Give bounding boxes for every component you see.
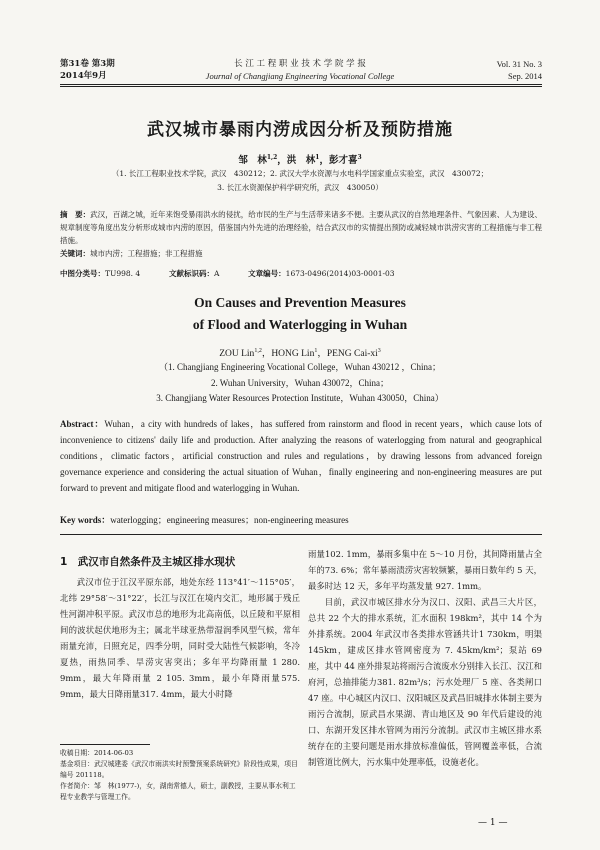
footnote-funding: 基金项目：武汉城建委《武汉市雨洪实时预警预案系统研究》阶段性成果，项目编号 201118。 [60,760,298,779]
affiliations-cn [70,167,530,195]
authors-en [0,345,600,359]
keywords-cn-label: 关键词： [60,249,90,258]
paper-title-en [0,292,600,336]
authors-cn [0,152,600,166]
keywords-en [60,513,349,526]
abstract-cn [60,208,542,260]
issue-date-en: Sep. 2014 [508,71,542,81]
author-3-affil: 3 [357,153,362,161]
journal-volume-en [470,58,542,82]
body-paragraph: 雨量102. 1mm，暴雨多集中在 5～10 月份，其间降雨量占全年的73. 6%；常年暴雨渍涝灾害较频繁，暴雨日数年约 5 天，最多时达 12 天，多年平均蒸发量 927. 1mm。 [308,549,542,591]
abstract-en [60,416,542,496]
doc-code-value: A [213,269,220,278]
affiliation-en-line: 3. Changjiang Water Resources Protection Institute，Wuhan 430050，China） [156,393,444,403]
page-number: — 1 — [478,818,508,828]
section-heading: 1 武汉市自然条件及主城区排水现状 [60,556,236,568]
abstract-en-label: Abstract： [60,419,105,429]
journal-name-en: Journal of Changjiang Engineering Vocational College [205,71,395,81]
author-en-1-affil: 1,2 [254,347,262,354]
journal-name [150,58,450,82]
paper-title-cn: 武汉城市暴雨内涝成因分析及预防措施 [147,120,453,140]
body-paragraph: 武汉市位于江汉平原东部，地处东经 113°41′～115°05′，北纬 29°58′～31°22′，长江与汉江在境内交汇，地形属于残丘性河湖冲积平原。武汉市总的地形为北高南低，以丘陵和平原相间的波状起伏地形为主；属北半球亚热带湿润季风型气候，常年雨量充沛，日照充足，四季分明，同时受大陆性气候影响，冬冷夏热，雨热同季、旱涝灾害突出；多年平均降雨量 1 280. 9mm，最大年降雨量 2 105. 3mm，最小年降雨量575. 9mm，最大日降雨量317. 4mm，最大小时降 [60,577,300,699]
keywords-en-text: waterlogging；engineering measures；non-engineering measures [110,515,349,525]
abstract-cn-label: 摘 要： [60,210,91,219]
abstract-divider [60,534,542,535]
author-en-2: ，HONG Lin [261,349,315,359]
footnote-author-bio: 作者简介：邹 林(1977-)，女，湖南常德人，硕士，副教授，主要从事水利工程专业教学与管理工作。 [60,782,296,801]
affiliations-en [60,360,540,407]
clc-value: TU998. 4 [105,269,141,278]
left-column [60,574,300,702]
article-id-label: 文章编号： [248,269,286,278]
clc-label: 中图分类号： [60,269,105,278]
author-1: 邹 林 [238,155,267,166]
article-id-value: 1673-0496(2014)03-0001-03 [285,269,395,278]
author-2-affil: 1 [315,153,320,161]
author-en-2-affil: 1 [314,347,318,354]
abstract-cn-text: 武汉，百湖之城，近年来饱受暴雨洪水的侵扰，给市民的生产与生活带来诸多不便。主要从武汉的自然地理条件、气象因素、人为建设、规章制度等角度出发分析形成城市内涝的原因，借鉴国内外先进的治理经验，结合武汉市的实情提出预防或减轻城市洪涝灾害的工程措施与非工程措施。 [60,210,543,245]
volume-issue-en: Vol. 31 No. 3 [496,59,542,69]
journal-name-cn: 长 江 工 程 职 业 技 术 学 院 学 报 [234,59,366,69]
author-en-3: ，PENG Cai-xi [317,349,378,359]
keywords-en-label: Key words： [60,515,111,525]
abstract-en-text: Wuhan，a city with hundreds of lakes，has suffered from rainstorm and flood in recent years，which cause lots of inconvenience to citizens' daily life and production. After analyzing the reasons of waterlogging from natural and geographical conditions，climatic factors，artificial construction and rules and regulations，by drawing lessons from advanced foreign governance experience and considering the actual situation of Wuhan，finally engineering and non-engineering measures are put forward to prevent and mitigate flood and waterlogging in Wuhan. [60,419,542,493]
author-1-affil: 1,2 [266,153,278,161]
journal-volume [60,58,115,82]
header-rule [60,84,542,85]
author-en-3-affil: 3 [377,347,381,354]
author-3: ，彭才喜 [319,155,358,166]
affiliation-line: （1. 长江工程职业技术学院，武汉 430212；2. 武汉大学水资源与水电科学国家重点实验室，武汉 430072； [111,169,489,178]
keywords-cn-text: 城市内涝；工程措施；非工程措施 [90,249,203,258]
issue-date: 2014年9月 [60,71,107,81]
volume-issue: 第31卷 第3期 [60,59,115,69]
right-column [308,546,542,770]
affiliation-en-line: 2. Wuhan University，Wuhan 430072，China； [210,377,390,388]
footnote-rule [60,744,150,745]
footnotes [60,748,300,803]
title-en-line: On Causes and Prevention Measures [194,295,406,310]
affiliation-en-line: （1. Changjiang Engineering Vocational College，Wuhan 430212 ，China； [158,362,441,372]
classification-row [60,268,395,279]
affiliation-line: 3. 长江水资源保护科学研究所，武汉 430050） [217,183,383,192]
author-en-1: ZOU Lin [219,349,255,359]
author-2: ，洪 林 [277,155,316,166]
header-rule-double [60,86,542,87]
title-en-line: of Flood and Waterlogging in Wuhan [192,317,408,332]
footnote-received: 收稿日期：2014-06-03 [60,749,134,757]
body-paragraph: 目前，武汉市城区排水分为汉口、汉阳、武昌三大片区，总共 22 个大的排水系统，汇水面积 198km²，其中 14 个为外排系统。2004 年武汉市各类排水管涵共计1 730km，明渠 145km，建成区排水管网密度为 7. 45km/km²；泵站 69 座，其中 44 座外排泵站将雨污合流废水分别排入长江、汉江和府河，总抽排能力381. 82m³/s；污水处理厂 5 座、各类闸口 47 座。中心城区内汉口、汉阳城区及武昌旧城排水体制主要为雨污合流制，原武昌水果湖、青山地区及 90 年代后建设的沌口、东湖开发区排水管网为雨污分流制。武汉市主城区排水系统存在的主要问题是雨水排放标准偏低，管网覆盖率低，合流制管道比例大，污水集中处理率低，设施老化。 [308,597,542,767]
doc-code-label: 文献标识码： [168,269,214,278]
